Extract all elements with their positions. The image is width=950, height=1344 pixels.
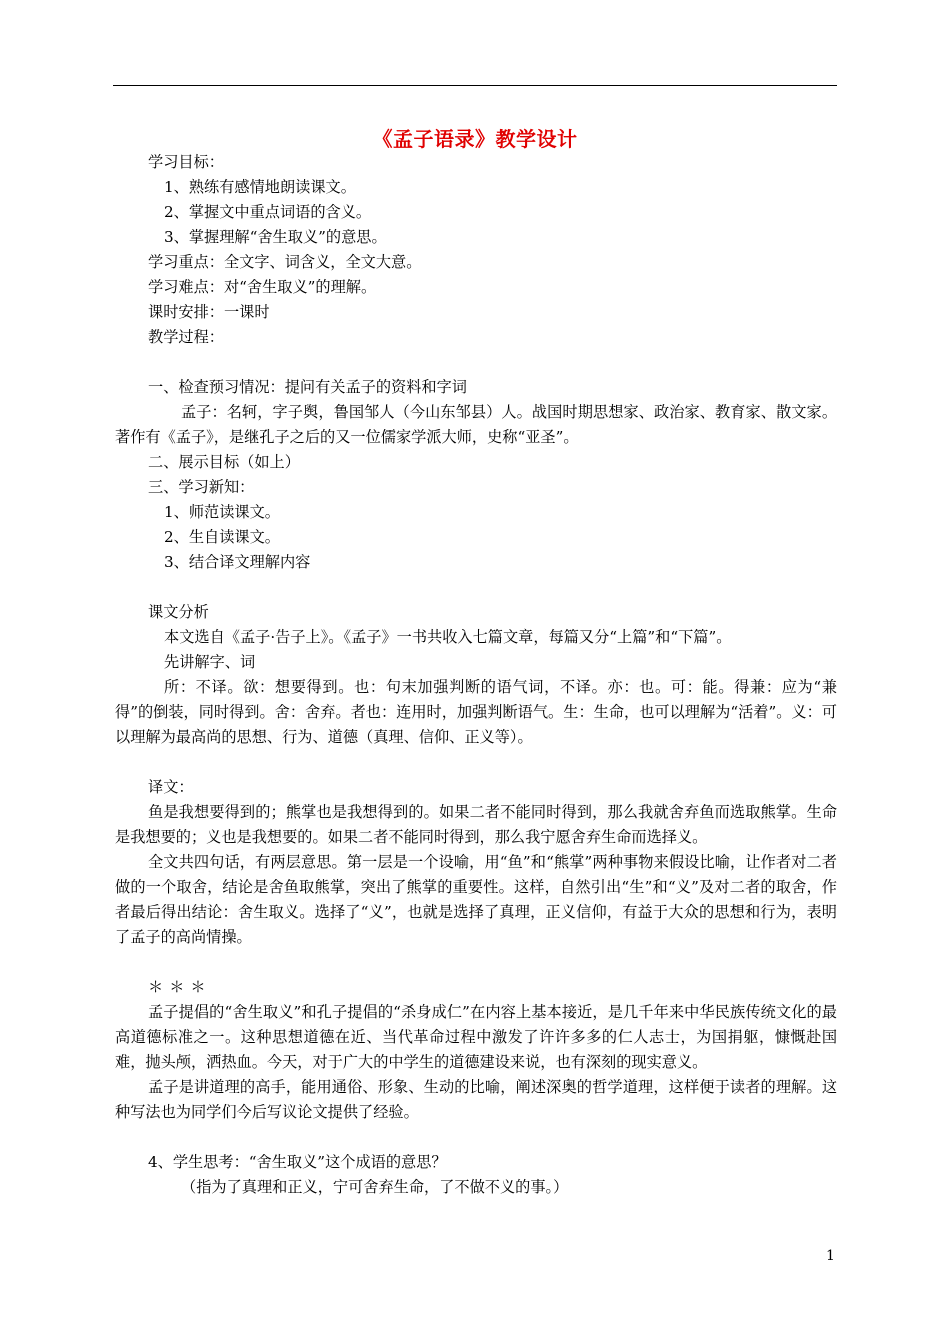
paragraph: 本文选自《孟子·告子上》。《孟子》一书共收入七篇文章，每篇又分“上篇”和“下篇”。	[164, 628, 732, 646]
blank-line	[115, 350, 837, 375]
paragraph: 2、生自读课文。	[164, 528, 280, 546]
paragraph: 4、学生思考：“舍生取义”这个成语的意思？	[148, 1153, 447, 1171]
paragraph: 孟子：名轲，字子舆，鲁国邹人（今山东邹县）人。战国时期思想家、政治家、教育家、散文家。著作有《孟子》，是继孔子之后的又一位儒家学派大师，史称“亚圣”。	[115, 403, 837, 446]
blank-line	[115, 575, 837, 600]
document-body	[115, 150, 837, 1200]
paragraph: 课时安排：一课时	[148, 303, 270, 321]
paragraph: 教学过程：	[148, 328, 224, 346]
paragraph: 3、结合译文理解内容	[164, 553, 311, 571]
paragraph: 学习重点：全文字、词含义，全文大意。	[148, 253, 422, 271]
paragraph: 译文：	[148, 778, 194, 796]
paragraph: 全文共四句话，有两层意思。第一层是一个设喻，用“鱼”和“熊掌”两种事物来假设比喻，让作者对二者做的一个取舍，结论是舍鱼取熊掌，突出了熊掌的重要性。这样，自然引出“生”和“义”及对二者的取舍，作者最后得出结论：舍生取义。选择了“义”，也就是选择了真理，正义信仰，有益于大众的思想和行为，表明了孟子的高尚情操。	[115, 853, 837, 946]
blank-line	[115, 1125, 837, 1150]
paragraph: 三、学习新知：	[148, 478, 255, 496]
paragraph: 2、掌握文中重点词语的含义。	[164, 203, 372, 221]
document-title: 《孟子语录》教学设计	[372, 127, 578, 151]
paragraph: 学习难点：对“舍生取义”的理解。	[148, 278, 377, 296]
paragraph: ＊＊＊	[148, 978, 212, 996]
paragraph: 孟子是讲道理的高手，能用通俗、形象、生动的比喻，阐述深奥的哲学道理，这样便于读者的理解。这种写法也为同学们今后写议论文提供了经验。	[115, 1078, 837, 1121]
page-number: 1	[826, 1248, 835, 1264]
paragraph: 学习目标：	[148, 153, 224, 171]
paragraph: 孟子提倡的“舍生取义”和孔子提倡的“杀身成仁”在内容上基本接近，是几千年来中华民族传统文化的最高道德标准之一。这种思想道德在近、当代革命过程中激发了许许多多的仁人志士，为国捐躯，慷慨赴国难，抛头颅，洒热血。今天，对于广大的中学生的道德建设来说，也有深刻的现实意义。	[115, 1003, 837, 1071]
header-rule	[113, 85, 837, 86]
paragraph: 所：不译。欲：想要得到。也：句末加强判断的语气词，不译。亦：也。可：能。得兼：应为“兼得”的倒装，同时得到。舍：舍弃。者也：连用时，加强判断语气。生：生命，也可以理解为“活着”。义：可以理解为最高尚的思想、行为、道德（真理、信仰、正义等）。	[115, 678, 837, 746]
blank-line	[115, 750, 837, 775]
paragraph: 课文分析	[148, 603, 209, 621]
paragraph: 1、熟练有感情地朗读课文。	[164, 178, 356, 196]
paragraph: 鱼是我想要得到的；熊掌也是我想得到的。如果二者不能同时得到，那么我就舍弃鱼而选取熊掌。生命是我想要的；义也是我想要的。如果二者不能同时得到，那么我宁愿舍弃生命而选择义。	[115, 803, 837, 846]
paragraph: 一、检查预习情况：提问有关孟子的资料和字词	[148, 378, 467, 396]
blank-line	[115, 950, 837, 975]
paragraph: 1、师范读课文。	[164, 503, 280, 521]
paragraph: 二、展示目标（如上）	[148, 453, 300, 471]
paragraph: 3、掌握理解“舍生取义”的意思。	[164, 228, 387, 246]
paragraph: 先讲解字、词	[164, 653, 256, 671]
paragraph: （指为了真理和正义，宁可舍弃生命，了不做不义的事。）	[181, 1178, 569, 1196]
